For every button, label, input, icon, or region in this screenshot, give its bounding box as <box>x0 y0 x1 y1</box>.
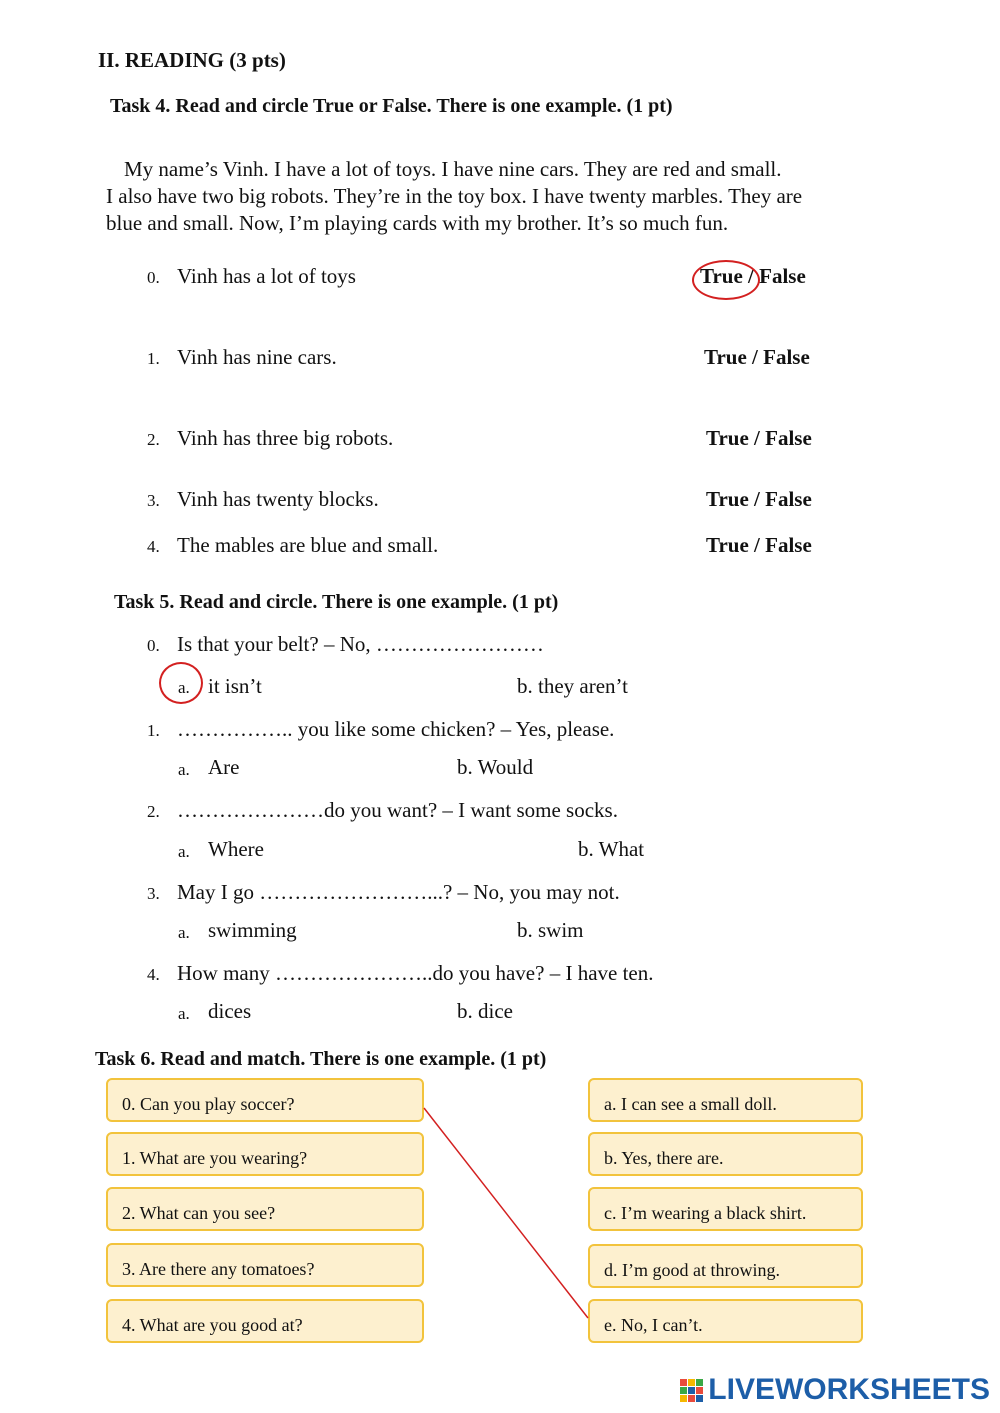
brand-icon <box>680 1379 704 1403</box>
separator: / <box>746 345 764 369</box>
match-answer-box[interactable]: a. I can see a small doll. <box>588 1078 863 1122</box>
option-b[interactable]: b. Would <box>457 755 534 779</box>
statement-text: Vinh has twenty blocks. <box>177 487 379 511</box>
statement-text: Vinh has nine cars. <box>177 345 337 369</box>
option-b[interactable]: b. they aren’t <box>517 674 628 698</box>
brand-name: LIVEWORKSHEETS <box>708 1373 990 1406</box>
statement-text: Vinh has a lot of toys <box>177 264 356 288</box>
passage-line: I also have two big robots. They’re in the toy box. I have twenty marbles. They are <box>106 184 803 208</box>
option-a[interactable]: dices <box>208 999 252 1023</box>
passage-line: blue and small. Now, I’m playing cards with my brother. It’s so much fun. <box>106 211 729 235</box>
item-number: 1. <box>147 721 160 740</box>
true-option[interactable]: True <box>700 264 743 288</box>
option-a[interactable]: it isn’t <box>208 674 262 698</box>
true-option[interactable]: True <box>706 487 749 511</box>
option-b[interactable]: b. dice <box>457 999 513 1023</box>
option-a-letter[interactable]: a. <box>178 1004 190 1023</box>
match-answer-box[interactable]: d. I’m good at throwing. <box>588 1244 863 1288</box>
item-number: 1. <box>147 349 160 368</box>
item-number: 3. <box>147 884 160 903</box>
match-question-box[interactable]: 4. What are you good at? <box>106 1299 424 1343</box>
match-question-box[interactable]: 1. What are you wearing? <box>106 1132 424 1176</box>
false-option[interactable]: False <box>763 345 810 369</box>
false-option[interactable]: False <box>759 264 806 288</box>
false-option[interactable]: False <box>765 533 812 557</box>
true-option[interactable]: True <box>706 426 749 450</box>
match-question-box[interactable]: 2. What can you see? <box>106 1187 424 1231</box>
match-answer-box[interactable]: b. Yes, there are. <box>588 1132 863 1176</box>
item-number: 4. <box>147 965 160 984</box>
item-number: 0. <box>147 636 160 655</box>
item-number: 2. <box>147 802 160 821</box>
question-text: …………….. you like some chicken? – Yes, please. <box>177 717 615 741</box>
option-a-letter[interactable]: a. <box>178 923 190 942</box>
statement-text: The mables are blue and small. <box>177 533 439 557</box>
task5-title: Task 5. Read and circle. There is one example. (1 pt) <box>114 591 559 613</box>
match-question-box[interactable]: 0. Can you play soccer? <box>106 1078 424 1122</box>
match-answer-box[interactable]: c. I’m wearing a black shirt. <box>588 1187 863 1231</box>
section-title: II. READING (3 pts) <box>98 48 286 72</box>
option-a[interactable]: swimming <box>208 918 297 942</box>
false-option[interactable]: False <box>765 487 812 511</box>
question-text: May I go ……………………...? – No, you may not. <box>177 880 620 904</box>
task4-title: Task 4. Read and circle True or False. There is one example. (1 pt) <box>110 95 673 117</box>
separator: / <box>748 426 766 450</box>
option-a-letter[interactable]: a. <box>178 760 190 779</box>
question-text: How many …………………..do you have? – I have ten. <box>177 961 654 985</box>
separator: / <box>742 264 760 288</box>
option-a[interactable]: Are <box>208 755 240 779</box>
item-number: 0. <box>147 268 160 287</box>
true-option[interactable]: True <box>704 345 747 369</box>
option-b[interactable]: b. What <box>578 837 645 861</box>
item-number: 2. <box>147 430 160 449</box>
task6-title: Task 6. Read and match. There is one example. (1 pt) <box>95 1048 547 1070</box>
false-option[interactable]: False <box>765 426 812 450</box>
question-text: …………………do you want? – I want some socks. <box>177 798 618 822</box>
option-a[interactable]: Where <box>208 837 264 861</box>
question-text: Is that your belt? – No, …………………… <box>177 632 544 656</box>
liveworksheets-logo <box>680 1373 990 1407</box>
true-option[interactable]: True <box>706 533 749 557</box>
option-a-letter[interactable]: a. <box>178 842 190 861</box>
option-b[interactable]: b. swim <box>517 918 584 942</box>
match-answer-box[interactable]: e. No, I can’t. <box>588 1299 863 1343</box>
item-number: 3. <box>147 491 160 510</box>
separator: / <box>748 487 766 511</box>
option-a-letter[interactable]: a. <box>178 678 190 697</box>
separator: / <box>748 533 766 557</box>
passage-line: My name’s Vinh. I have a lot of toys. I have nine cars. They are red and small. <box>124 157 782 181</box>
match-question-box[interactable]: 3. Are there any tomatoes? <box>106 1243 424 1287</box>
item-number: 4. <box>147 537 160 556</box>
statement-text: Vinh has three big robots. <box>177 426 394 450</box>
